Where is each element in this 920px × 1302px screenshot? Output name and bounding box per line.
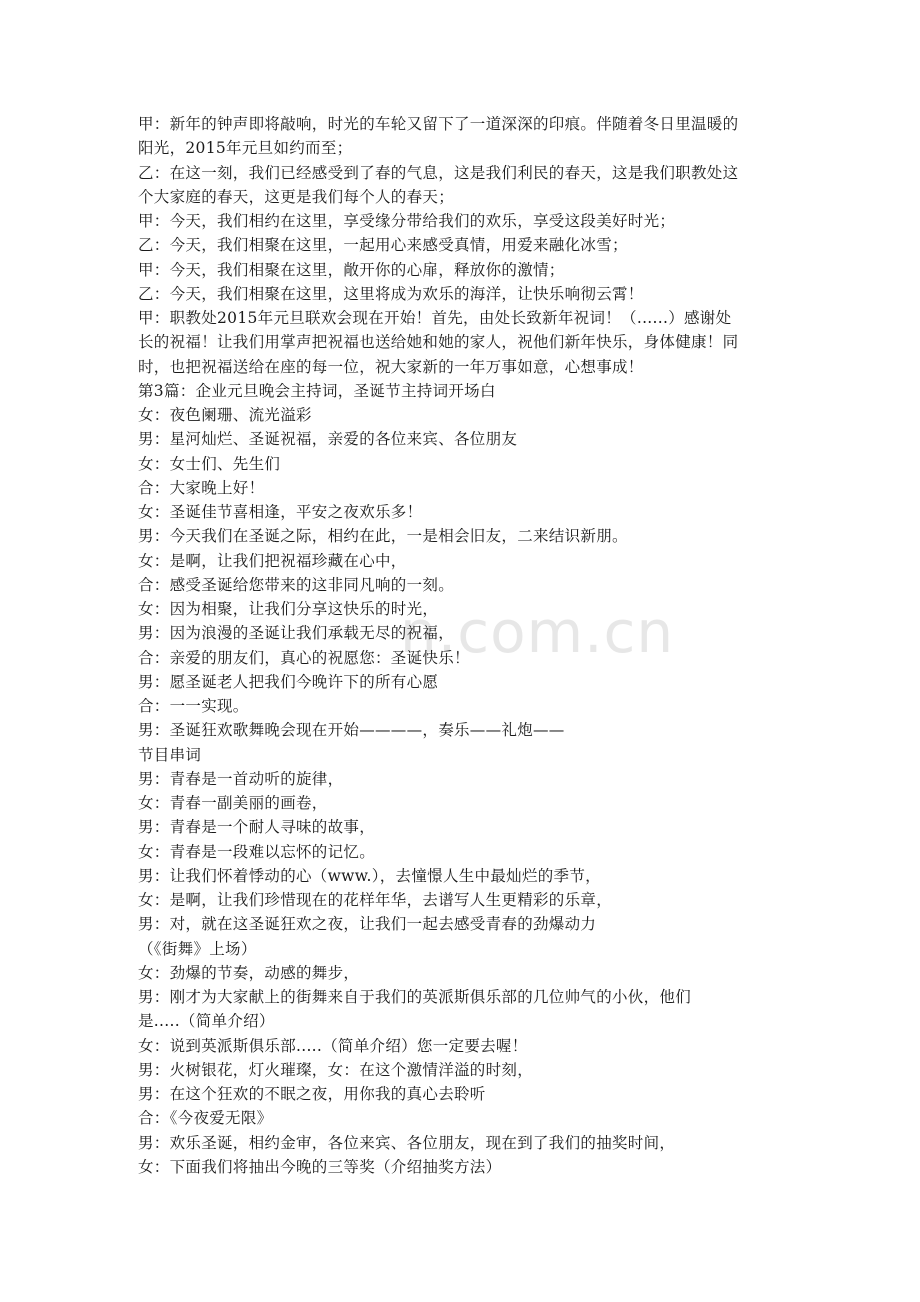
text-line: 甲：今天，我们相聚在这里，敞开你的心扉，释放你的激情； (138, 260, 565, 279)
text-line: 甲：今天，我们相约在这里，享受缘分带给我们的欢乐，享受这段美好时光； (138, 212, 676, 230)
text-line: 女：圣诞佳节喜相逢，平安之夜欢乐多！ (138, 503, 423, 521)
text-line: 第3篇：企业元旦晚会主持词，圣诞节主持词开场白 (138, 381, 496, 400)
text-line: 甲：新年的钟声即将敲响，时光的车轮又留下了一道深深的印痕。伴随着冬日里温暖的 (138, 115, 739, 133)
text-line: 男：欢乐圣诞，相约金审，各位来宾、各位朋友，现在到了我们的抽奖时间， (138, 1133, 676, 1152)
text-line: 男：因为浪漫的圣诞让我们承载无尽的祝福， (138, 624, 455, 643)
text-line: 女：青春是一段难以忘怀的记忆。 (138, 842, 376, 861)
text-line: 男：青春是一首动听的旋律， (138, 769, 344, 788)
text-line: 长的祝福！让我们用掌声把祝福也送给她和她的家人，祝他们新年快乐，身体健康！同 (138, 333, 739, 352)
text-line: 阳光，2015年元旦如约而至； (138, 139, 353, 158)
watermark-text: n.com.cn (400, 598, 675, 666)
text-line: 节目串词 (138, 745, 202, 764)
text-line: 时，也把祝福送给在座的每一位，祝大家新的一年万事如意，心想事成！ (138, 357, 644, 376)
text-line: 乙：今天，我们相聚在这里，一起用心来感受真情，用爱来融化冰雪； (138, 236, 628, 255)
text-line: 女：说到英派斯俱乐部.....（简单介绍）您一定要去喔！ (138, 1036, 528, 1055)
text-line: 是.....（简单介绍） (138, 1012, 275, 1031)
text-line: 男：让我们怀着悸动的心（www.），去憧憬人生中最灿烂的季节， (138, 866, 601, 885)
text-line: 个大家庭的春天，这更是我们每个人的春天； (138, 187, 455, 206)
text-line: 女：是啊，让我们把祝福珍藏在心中， (138, 551, 407, 570)
text-line: 合：一一实现。 (138, 697, 249, 715)
text-line: 甲：职教处2015年元旦联欢会现在开始！首先，由处长致新年祝词！（......）感谢处 (138, 309, 732, 327)
text-line: 男：愿圣诞老人把我们今晚许下的所有心愿 (138, 672, 439, 691)
text-line: 男：青春是一个耐人寻味的故事， (138, 818, 376, 837)
text-line: 男：星河灿烂、圣诞祝福，亲爱的各位来宾、各位朋友 (138, 430, 518, 449)
text-line: 合：《今夜爱无限》 (138, 1109, 273, 1128)
text-line: 合：感受圣诞给您带来的这非同凡响的一刻。 (138, 575, 455, 594)
text-line: 男：火树银花，灯火璀璨，女：在这个激情洋溢的时刻， (138, 1060, 534, 1079)
text-line: 男：刚才为大家献上的街舞来自于我们的英派斯俱乐部的几位帅气的小伙，他们 (138, 988, 692, 1006)
text-line: 女：下面我们将抽出今晚的三等奖（介绍抽奖方法） (138, 1157, 502, 1176)
text-line: 乙：今天，我们相聚在这里，这里将成为欢乐的海洋，让快乐响彻云霄！ (138, 284, 644, 303)
text-line: 男：今天我们在圣诞之际，相约在此，一是相会旧友，二来结识新朋。 (138, 527, 628, 546)
text-line: 男：在这个狂欢的不眠之夜，用你我的真心去聆听 (138, 1085, 486, 1103)
text-line: 男：圣诞狂欢歌舞晚会现在开始————，奏乐——礼炮—— (138, 721, 565, 740)
document-body (138, 112, 788, 1179)
text-line: 女：是啊，让我们珍惜现在的花样年华，去谱写人生更精彩的乐章， (138, 891, 613, 909)
text-line: 女：夜色阑珊、流光溢彩 (138, 406, 312, 424)
text-line: 女：劲爆的节奏，动感的舞步， (138, 963, 360, 982)
text-line: 合：亲爱的朋友们，真心的祝愿您：圣诞快乐！ (138, 648, 470, 667)
text-line: 乙：在这一刻，我们已经感受到了春的气息，这是我们利民的春天，这是我们职教处这 (138, 163, 739, 182)
text-line: 女：女士们、先生们 (138, 454, 281, 473)
text-line: 男：对，就在这圣诞狂欢之夜，让我们一起去感受青春的劲爆动力 (138, 915, 597, 934)
text-line: 合：大家晚上好！ (138, 478, 265, 497)
text-line: （《街舞》上场） (138, 939, 257, 958)
text-line: 女：青春一副美丽的画卷， (138, 794, 328, 812)
text-line: 女：因为相聚，让我们分享这快乐的时光， (138, 600, 439, 618)
